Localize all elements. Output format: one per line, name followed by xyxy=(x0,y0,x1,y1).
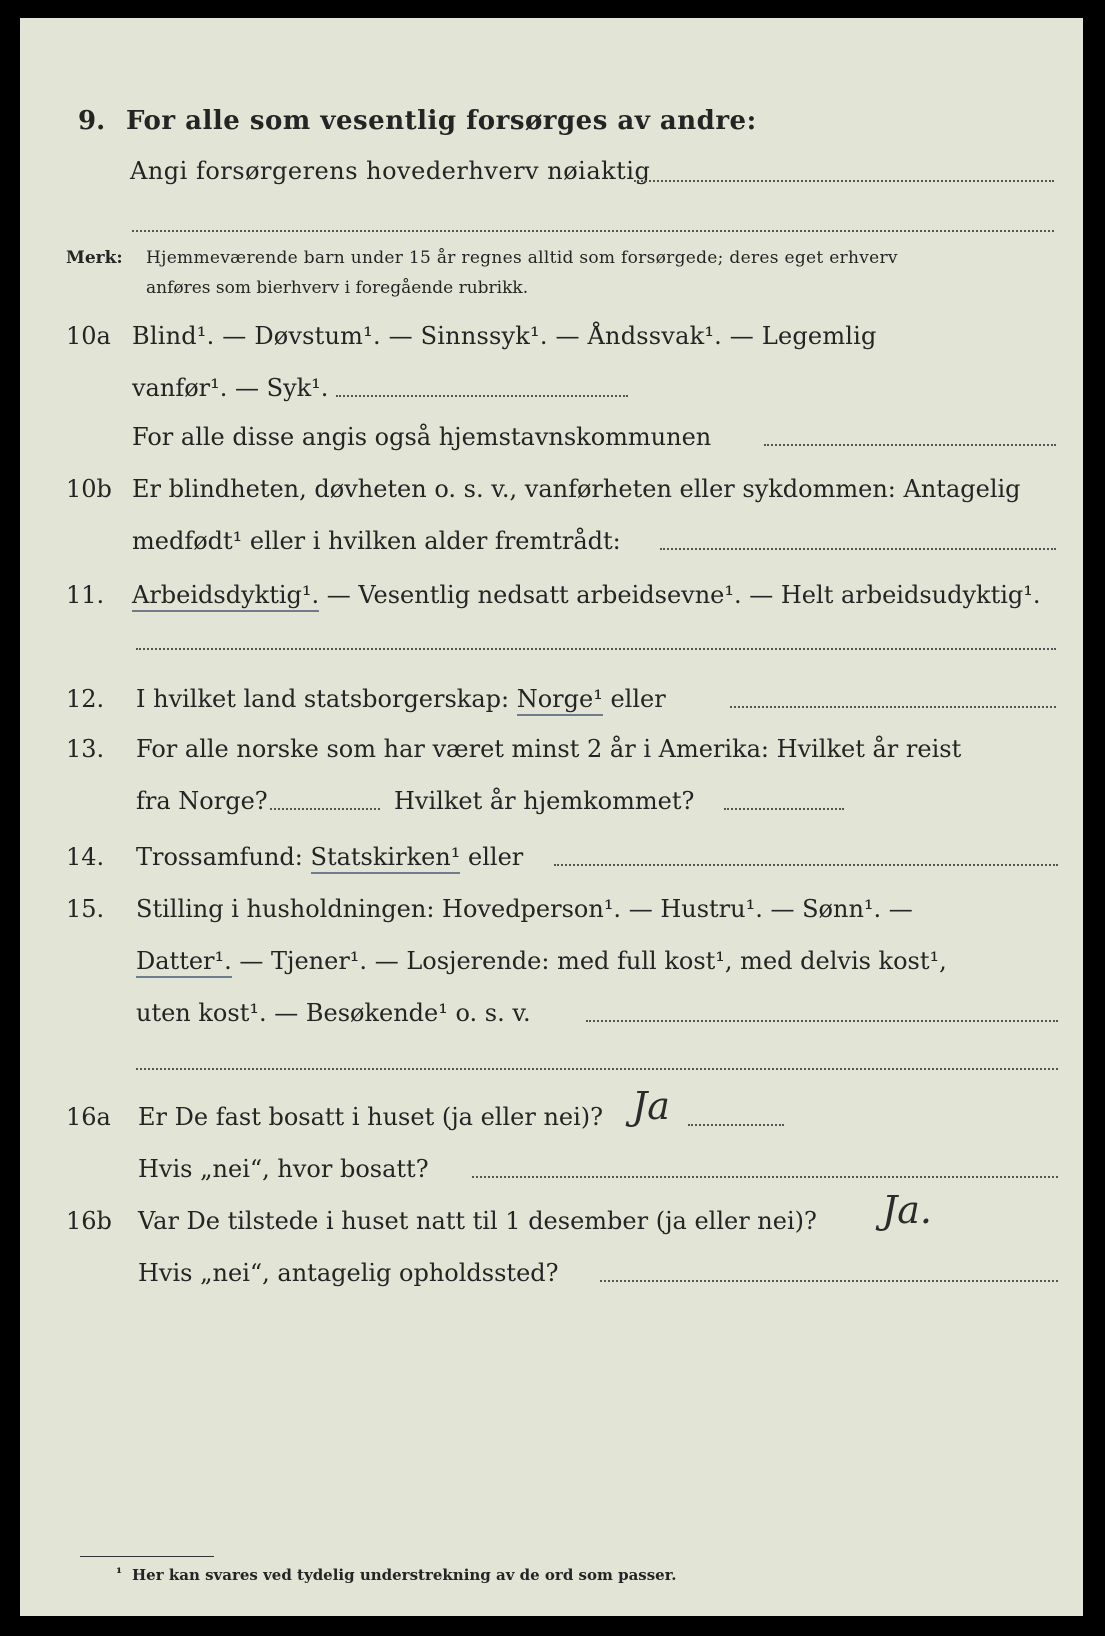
q16a-followup: Hvis „nei“, hvor bosatt? xyxy=(138,1155,429,1183)
q15-line-1: Stilling i husholdningen: Hovedperson¹. — Hustru¹. — Sønn¹. — xyxy=(136,895,913,923)
q12-question: I hvilket land statsborgerskap: xyxy=(136,685,517,713)
q12-selected-option: Norge¹ xyxy=(517,685,603,716)
q9-heading: For alle som vesentlig forsørges av andre: xyxy=(126,106,757,136)
q11-number: 11. xyxy=(66,581,105,609)
q15-number: 15. xyxy=(66,895,105,923)
q9-answer-line-1[interactable] xyxy=(634,180,1054,182)
q12-number: 12. xyxy=(66,685,105,713)
form-page xyxy=(20,18,1083,1616)
q10a-line-1: Blind¹. — Døvstum¹. — Sinnssyk¹. — Åndssvak¹. — Legemlig xyxy=(132,322,877,350)
q15-answer-line-2[interactable] xyxy=(136,1068,1058,1070)
q10b-number: 10b xyxy=(66,475,112,503)
q12-answer-line[interactable] xyxy=(730,706,1056,708)
q13-answer-line-b[interactable] xyxy=(724,808,844,810)
q16b-answer-line[interactable] xyxy=(600,1280,1058,1282)
q14-question: Trossamfund: xyxy=(136,843,311,871)
q11-line xyxy=(132,580,1041,610)
footnote-rule xyxy=(80,1556,214,1557)
q16b-question: Var De tilstede i huset natt til 1 desember (ja eller nei)? xyxy=(138,1207,817,1235)
q16b-number: 16b xyxy=(66,1207,112,1235)
q12-line xyxy=(136,684,666,714)
q10b-line-2: medfødt¹ eller i hvilken alder fremtrådt: xyxy=(132,527,621,555)
q10b-answer-line[interactable] xyxy=(660,548,1056,550)
q16b-followup: Hvis „nei“, antagelig opholdssted? xyxy=(138,1259,559,1287)
q16a-number: 16a xyxy=(66,1103,111,1131)
q11-answer-line[interactable] xyxy=(136,648,1056,650)
q9-number: 9. xyxy=(78,106,106,136)
q15-other-options: — Tjener¹. — Losjerende: med full kost¹, med delvis kost¹, xyxy=(231,947,947,975)
q14-other: eller xyxy=(460,843,524,871)
q16b-handwritten-answer: Ja. xyxy=(882,1188,932,1232)
q16a-answer-line-2[interactable] xyxy=(472,1176,1058,1178)
q14-answer-line[interactable] xyxy=(554,864,1058,866)
q15-answer-line-1[interactable] xyxy=(586,1020,1058,1022)
q12-other: eller xyxy=(602,685,666,713)
q16a-answer-line-1[interactable] xyxy=(688,1124,784,1126)
q13-line-1: For alle norske som har været minst 2 år i Amerika: Hvilket år reist xyxy=(136,735,962,763)
q11-selected-option: Arbeidsdyktig¹. xyxy=(132,581,319,612)
q10a-answer-line-1[interactable] xyxy=(336,395,628,397)
q14-line xyxy=(136,842,523,872)
q13-question-a: fra Norge? xyxy=(136,787,268,815)
q10a-line-3: For alle disse angis også hjemstavnskommunen xyxy=(132,423,712,451)
merk-text-line-2: anføres som bierhverv i foregående rubrikk. xyxy=(146,278,529,298)
q10a-number: 10a xyxy=(66,322,111,350)
merk-label: Merk: xyxy=(66,248,123,268)
merk-text-line-1: Hjemmeværende barn under 15 år regnes alltid som forsørgede; deres eget erhverv xyxy=(146,248,898,268)
q11-other-options: — Vesentlig nedsatt arbeidsevne¹. — Helt arbeidsudyktig¹. xyxy=(319,581,1041,609)
q13-question-b: Hvilket år hjemkommet? xyxy=(394,787,695,815)
q13-number: 13. xyxy=(66,735,105,763)
q15-line-3: uten kost¹. — Besøkende¹ o. s. v. xyxy=(136,999,531,1027)
q14-selected-option: Statskirken¹ xyxy=(311,843,461,874)
footnote-text: Her kan svares ved tydelig understrekning av de ord som passer. xyxy=(132,1566,677,1584)
q15-selected-option: Datter¹. xyxy=(136,947,232,978)
q15-line-2 xyxy=(136,946,947,976)
q14-number: 14. xyxy=(66,843,105,871)
q10a-answer-line-2[interactable] xyxy=(764,444,1056,446)
footnote-mark: ¹ xyxy=(116,1566,123,1582)
q10a-line-2: vanfør¹. — Syk¹. xyxy=(132,374,329,402)
q16a-handwritten-answer: Ja xyxy=(632,1084,670,1128)
q16a-question: Er De fast bosatt i huset (ja eller nei)? xyxy=(138,1103,604,1131)
q9-question: Angi forsørgerens hovederhverv nøiaktig xyxy=(130,157,651,185)
q10b-line-1: Er blindheten, døvheten o. s. v., vanførheten eller sykdommen: Antagelig xyxy=(132,475,1021,503)
q13-answer-line-a[interactable] xyxy=(270,808,380,810)
q9-answer-line-2[interactable] xyxy=(132,230,1054,232)
